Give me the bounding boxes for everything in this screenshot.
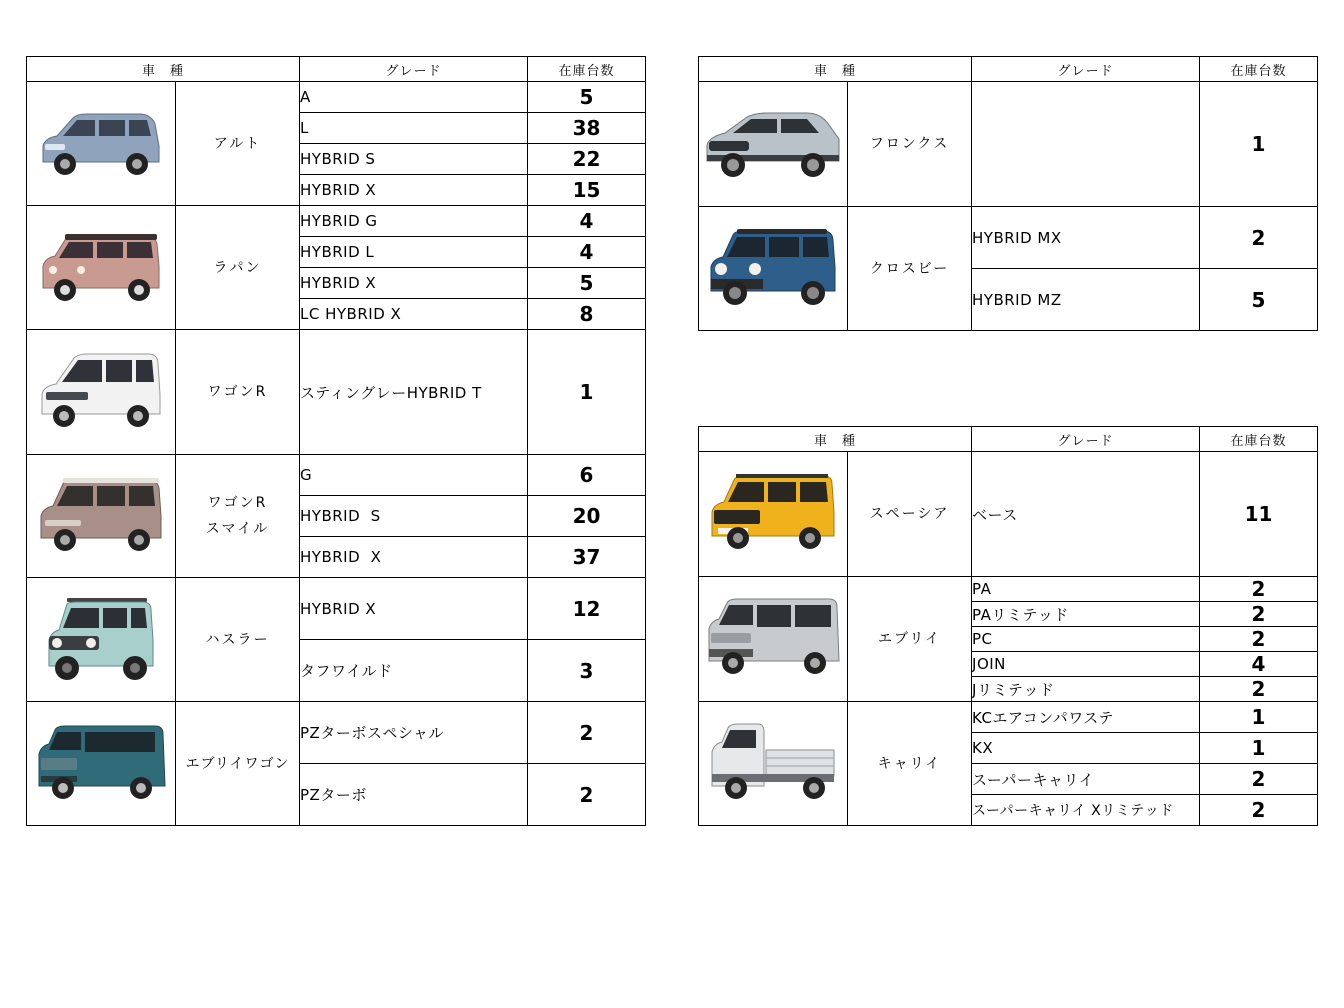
stock-count: 38 [528, 113, 646, 144]
stock-count: 5 [528, 82, 646, 113]
header-row [699, 427, 1318, 452]
stock-count: 2 [1200, 677, 1318, 702]
grade-name: HYBRID S [300, 144, 528, 175]
wagon-r-smile-car-icon [35, 476, 167, 556]
stock-count: 2 [1200, 627, 1318, 652]
model-image-cell [27, 82, 176, 206]
table-row [27, 82, 646, 113]
table-row [27, 330, 646, 455]
model-name: キャリイ [848, 702, 972, 826]
model-image-cell [699, 702, 848, 826]
stock-count: 20 [528, 496, 646, 537]
header-stock: 在庫台数 [528, 57, 646, 82]
stock-count: 2 [1200, 795, 1318, 826]
stock-count: 2 [528, 764, 646, 826]
header-grade: グレード [972, 427, 1200, 452]
model-image-cell [27, 578, 176, 702]
model-name: クロスビー [848, 207, 972, 331]
stock-count: 2 [1200, 207, 1318, 269]
alto-car-icon [35, 106, 167, 182]
model-name: フロンクス [848, 82, 972, 207]
grade-name: スティングレーHYBRID T [300, 330, 528, 455]
stock-count: 4 [1200, 652, 1318, 677]
model-image-cell [699, 207, 848, 331]
model-name-line2: スマイル [205, 521, 270, 537]
every-van-car-icon [705, 597, 841, 681]
model-image-cell [27, 206, 176, 330]
stock-count: 2 [1200, 577, 1318, 602]
stock-count: 6 [528, 455, 646, 496]
grade-name: HYBRID S [300, 496, 528, 537]
header-model: 車 種 [699, 57, 972, 82]
grade-name: HYBRID X [300, 578, 528, 640]
grade-name: タフワイルド [300, 640, 528, 702]
grade-name: スーパーキャリイ Xリミテッド [972, 795, 1200, 826]
model-image-cell [27, 455, 176, 578]
table-row [27, 578, 646, 640]
header-model: 車 種 [27, 57, 300, 82]
model-image-cell [699, 452, 848, 577]
lapin-car-icon [35, 230, 167, 306]
stock-count: 2 [1200, 764, 1318, 795]
grade-name: JOIN [972, 652, 1200, 677]
stock-table-right-bottom [698, 426, 1318, 826]
stock-count: 1 [528, 330, 646, 455]
model-name-line1: ワゴンR [207, 495, 268, 511]
table-row [699, 452, 1318, 577]
hustler-car-icon [43, 596, 159, 684]
table-row [699, 82, 1318, 207]
stock-count: 11 [1200, 452, 1318, 577]
grade-name: KX [972, 733, 1200, 764]
header-grade: グレード [972, 57, 1200, 82]
table-row [699, 702, 1318, 733]
spacia-car-icon [708, 474, 838, 554]
model-name: アルト [176, 82, 300, 206]
model-image-cell [27, 702, 176, 826]
grade-name: HYBRID L [300, 237, 528, 268]
model-name [176, 455, 300, 578]
model-image-cell [27, 330, 176, 455]
model-image-cell [699, 577, 848, 702]
grade-name: HYBRID MZ [972, 269, 1200, 331]
stock-count: 3 [528, 640, 646, 702]
grade-name: PA [972, 577, 1200, 602]
model-image-cell [699, 82, 848, 207]
grade-name: ベース [972, 452, 1200, 577]
fronx-car-icon [703, 105, 843, 183]
model-name: エブリイワゴン [176, 702, 300, 826]
stock-count: 8 [528, 299, 646, 330]
header-model: 車 種 [699, 427, 972, 452]
carry-truck-icon [708, 722, 838, 806]
stock-count: 1 [1200, 82, 1318, 207]
wagon-r-car-icon [38, 350, 164, 434]
header-stock: 在庫台数 [1200, 427, 1318, 452]
table-row [27, 702, 646, 764]
header-row [27, 57, 646, 82]
header-stock: 在庫台数 [1200, 57, 1318, 82]
model-name: ワゴンR [176, 330, 300, 455]
stock-count: 22 [528, 144, 646, 175]
grade-name: PZターボスペシャル [300, 702, 528, 764]
stock-count: 1 [1200, 733, 1318, 764]
model-name: スペーシア [848, 452, 972, 577]
table-row [699, 577, 1318, 602]
stock-count: 2 [1200, 602, 1318, 627]
table-row [27, 455, 646, 496]
model-name: ハスラー [176, 578, 300, 702]
stock-count: 5 [528, 268, 646, 299]
grade-name: PZターボ [300, 764, 528, 826]
grade-name: LC HYBRID X [300, 299, 528, 330]
grade-name: HYBRID X [300, 175, 528, 206]
grade-name [972, 82, 1200, 207]
grade-name: HYBRID X [300, 537, 528, 578]
grade-name: PC [972, 627, 1200, 652]
stock-table-left [26, 56, 646, 826]
grade-name: HYBRID G [300, 206, 528, 237]
table-row [699, 207, 1318, 269]
every-wagon-car-icon [35, 724, 167, 804]
stock-table-right-top [698, 56, 1318, 331]
table-row [27, 206, 646, 237]
grade-name: L [300, 113, 528, 144]
stock-count: 4 [528, 237, 646, 268]
model-name: エブリイ [848, 577, 972, 702]
stock-count: 5 [1200, 269, 1318, 331]
stock-count: 15 [528, 175, 646, 206]
grade-name: A [300, 82, 528, 113]
header-row [699, 57, 1318, 82]
header-grade: グレード [300, 57, 528, 82]
grade-name: HYBRID MX [972, 207, 1200, 269]
stock-count: 4 [528, 206, 646, 237]
stock-count: 12 [528, 578, 646, 640]
xbee-car-icon [707, 227, 839, 311]
model-name: ラパン [176, 206, 300, 330]
grade-name: スーパーキャリイ [972, 764, 1200, 795]
stock-count: 37 [528, 537, 646, 578]
grade-name: PAリミテッド [972, 602, 1200, 627]
grade-name: Jリミテッド [972, 677, 1200, 702]
grade-name: G [300, 455, 528, 496]
grade-name: HYBRID X [300, 268, 528, 299]
stock-count: 2 [528, 702, 646, 764]
stock-count: 1 [1200, 702, 1318, 733]
grade-name: KCエアコンパワステ [972, 702, 1200, 733]
